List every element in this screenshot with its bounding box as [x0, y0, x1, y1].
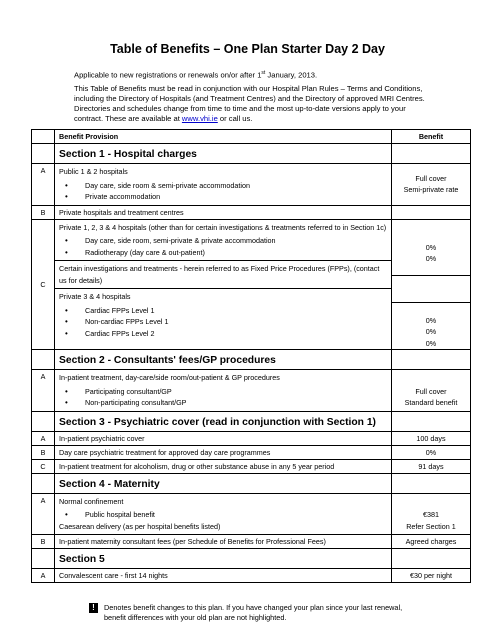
applicability-text: Applicable to new registrations or renewals on/or after 1 — [74, 70, 262, 80]
benefit-cell-private-3-4 — [392, 303, 470, 350]
benefits-table — [31, 129, 471, 583]
table-row — [32, 569, 471, 583]
table-row — [32, 445, 471, 459]
benefit-cell-fpp — [392, 276, 470, 303]
list-item: • Non-participating consultant/GP — [73, 397, 387, 409]
row-benefit: 100 days — [392, 431, 471, 445]
row-benefit — [392, 164, 471, 206]
row-text: Caesarean delivery (as per hospital benefits listed) — [59, 521, 221, 531]
applicability-date: January, 2013. — [265, 70, 318, 80]
subrow-private-3-4 — [55, 289, 391, 341]
date-suffix: st — [261, 70, 266, 76]
row-letter: B — [32, 535, 55, 549]
benefit-value: 0% — [425, 315, 437, 325]
conditions-end: or call us. — [217, 114, 253, 123]
row-description — [55, 219, 392, 350]
benefit-cell-private — [392, 220, 470, 276]
row-letter: B — [32, 205, 55, 219]
row-text: Certain investigations and treatments - herein referred to as Fixed Price Procedures (FPPs), (contact us for details) — [59, 264, 380, 285]
applicability-note — [74, 68, 434, 81]
row-description: Private hospitals and treatment centres — [55, 205, 392, 219]
list-item: • Public hospital benefit — [73, 509, 387, 521]
row-letter: A — [32, 370, 55, 412]
row-text: Private 3 & 4 hospitals — [59, 292, 131, 301]
row-description: In-patient treatment for alcoholism, drug or other substance abuse in any 5 year period — [55, 459, 392, 473]
row-benefit: Agreed charges — [392, 535, 471, 549]
row-description: Day care psychiatric treatment for approved day care programmes — [55, 445, 392, 459]
conditions-text: This Table of Benefits must be read in conjunction with our Hospital Plan Rules – Terms and Conditions, including the Directory of Hospitals (and Treatment Centres) and the Directory of approved MRI Centres. Directories and schedules change from time to time and the most up-to-date versions apply to your contract. These are available at — [74, 84, 425, 123]
section-4-heading: Section 4 - Maternity — [55, 473, 392, 493]
row-text: Public 1 & 2 hospitals — [59, 167, 128, 176]
row-text: In-patient treatment, day-care/side room/out-patient & GP procedures — [59, 373, 280, 382]
benefit-value: Refer Section 1 — [406, 521, 456, 531]
section-5-heading: Section 5 — [55, 549, 392, 569]
header-benefit-provision: Benefit Provision — [55, 130, 392, 144]
section-3-row — [32, 411, 471, 431]
row-description — [55, 370, 392, 412]
section-1-heading: Section 1 - Hospital charges — [55, 144, 392, 164]
benefit-value: €381 — [423, 510, 439, 519]
section-5-row — [32, 549, 471, 569]
bullet-list — [59, 235, 387, 258]
list-item: • Radiotherapy (day care & out-patient) — [73, 247, 387, 259]
benefit-value: 0% — [425, 327, 437, 336]
row-benefit: €30 per night — [392, 569, 471, 583]
table-row — [32, 431, 471, 445]
table-row — [32, 493, 471, 535]
table-row — [32, 370, 471, 412]
subrow-fpp — [55, 261, 391, 289]
row-letter: A — [32, 164, 55, 206]
bullet-list — [59, 180, 387, 203]
row-letter-text: C — [40, 279, 46, 289]
row-letter — [32, 219, 55, 350]
row-text: Private 1, 2, 3 & 4 hospitals (other than for certain investigations & treatments referred to in Section 1c) — [59, 222, 387, 232]
section-2-heading: Section 2 - Consultants' fees/GP procedures — [55, 350, 392, 370]
exclamation-icon: ! — [89, 603, 98, 613]
table-row — [32, 459, 471, 473]
row-description — [55, 493, 392, 535]
bullet-list — [59, 305, 387, 340]
page-title: Table of Benefits – One Plan Starter Day 2 Day — [110, 42, 385, 56]
benefit-value: 0% — [425, 254, 437, 263]
row-benefit — [392, 370, 471, 412]
conditions-note — [74, 84, 434, 124]
row-description — [55, 164, 392, 206]
footer-note: Denotes benefit changes to this plan. If you have changed your plan since your last renewal, benefit differences with your old plan are not highlighted. — [104, 603, 403, 622]
row-benefit — [392, 219, 471, 350]
list-item: • Cardiac FPPs Level 2 — [73, 328, 387, 340]
row-benefit: 0% — [392, 445, 471, 459]
table-row — [32, 205, 471, 219]
benefit-value: Standard benefit — [404, 398, 458, 407]
bullet-list — [59, 386, 387, 409]
table-row — [32, 535, 471, 549]
subrow-private-hospitals — [55, 220, 391, 262]
row-letter: A — [32, 431, 55, 445]
benefit-value: 0% — [425, 338, 437, 348]
row-letter: C — [32, 459, 55, 473]
benefit-value: Semi-private rate — [403, 185, 459, 195]
benefit-value: Full cover — [415, 386, 447, 396]
list-item: • Non-cardiac FPPs Level 1 — [73, 316, 387, 328]
list-item: • Cardiac FPPs Level 1 — [73, 305, 387, 317]
benefit-value: 0% — [425, 242, 437, 252]
list-item: • Participating consultant/GP — [73, 386, 387, 398]
row-letter: A — [32, 569, 55, 583]
table-row — [32, 164, 471, 206]
row-benefit — [392, 493, 471, 535]
list-item: • Day care, side room & semi-private accommodation — [73, 180, 387, 192]
row-letter: B — [32, 445, 55, 459]
section-3-heading: Section 3 - Psychiatric cover (read in conjunction with Section 1) — [55, 411, 392, 431]
section-2-row — [32, 350, 471, 370]
section-4-row — [32, 473, 471, 493]
row-benefit: 91 days — [392, 459, 471, 473]
section-1-row — [32, 144, 471, 164]
row-description: Convalescent care - first 14 nights — [55, 569, 392, 583]
header-benefit: Benefit — [392, 130, 471, 144]
list-item: • Day care, side room, semi-private & private accommodation — [73, 235, 387, 247]
list-item: • Private accommodation — [73, 191, 387, 203]
row-letter: A — [32, 493, 55, 535]
bullet-list — [59, 509, 387, 521]
table-header-row — [32, 130, 471, 144]
benefit-value: Full cover — [415, 173, 447, 183]
vhi-website-link[interactable]: www.vhi.ie — [181, 114, 218, 123]
row-description: In-patient psychiatric cover — [55, 431, 392, 445]
row-text: Normal confinement — [59, 496, 124, 506]
table-row — [32, 219, 471, 350]
row-description: In-patient maternity consultant fees (per Schedule of Benefits for Professional Fees) — [55, 535, 392, 549]
